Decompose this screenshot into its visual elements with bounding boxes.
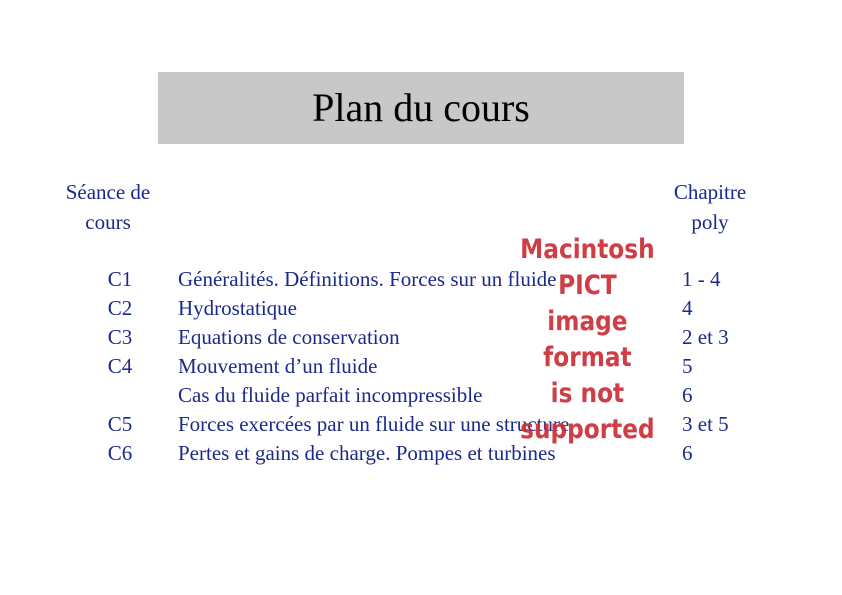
row-session: C2 bbox=[107, 296, 133, 320]
placeholder-line-2: image format bbox=[543, 306, 632, 373]
row-session: C5 bbox=[107, 412, 133, 436]
row-chapter: 6 bbox=[682, 383, 693, 407]
row-topic: Pertes et gains de charge. Pompes et turbines bbox=[178, 441, 556, 465]
title-banner bbox=[158, 72, 684, 144]
row-session: C6 bbox=[107, 441, 133, 465]
row-session: C1 bbox=[107, 267, 133, 291]
placeholder-line-1: Macintosh PICT bbox=[520, 234, 655, 301]
row-topic: Généralités. Définitions. Forces sur un fluide bbox=[178, 267, 557, 291]
row-chapter: 3 et 5 bbox=[682, 412, 729, 436]
row-topic: Forces exercées par un fluide sur une structure bbox=[178, 412, 570, 436]
row-topic: Equations de conservation bbox=[178, 325, 400, 349]
page-title: Plan du cours bbox=[312, 85, 530, 130]
unsupported-image-placeholder bbox=[510, 232, 665, 448]
row-chapter: 5 bbox=[682, 354, 693, 378]
row-session: C4 bbox=[107, 354, 133, 378]
row-chapter: 4 bbox=[682, 296, 693, 320]
row-topic: Cas du fluide parfait incompressible bbox=[178, 383, 483, 407]
chapter-column-header: Chapitre poly bbox=[673, 180, 747, 234]
row-topic: Mouvement d’un fluide bbox=[178, 354, 378, 378]
row-chapter: 2 et 3 bbox=[682, 325, 729, 349]
placeholder-line-3: is not supported bbox=[520, 378, 655, 445]
row-chapter: 1 - 4 bbox=[682, 267, 721, 291]
session-column-header: Séance de cours bbox=[65, 180, 151, 234]
row-session: C3 bbox=[107, 325, 133, 349]
row-chapter: 6 bbox=[682, 441, 693, 465]
row-topic: Hydrostatique bbox=[178, 296, 297, 320]
